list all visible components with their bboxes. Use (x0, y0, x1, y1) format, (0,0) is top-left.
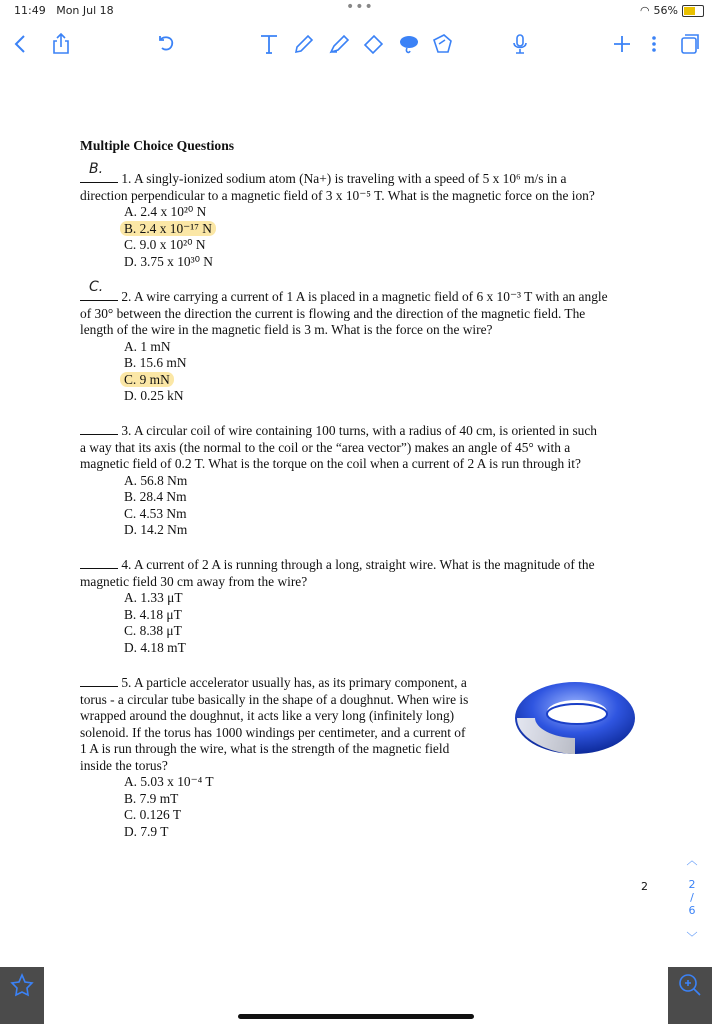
share-icon[interactable] (47, 30, 75, 58)
star-icon (0, 967, 44, 1007)
option: C. 9.0 x 10²⁰ N (124, 237, 206, 252)
favorite-button[interactable] (0, 967, 44, 1024)
add-icon[interactable] (608, 30, 636, 58)
page-navigator (682, 852, 702, 945)
bottom-bar (0, 967, 712, 1024)
option: C. 8.38 μT (124, 623, 182, 638)
option: C. 4.53 Nm (124, 505, 187, 521)
page-down-icon[interactable]: ﹀ (686, 931, 698, 944)
option: D. 0.25 kN (124, 388, 184, 403)
option: C. 0.126 T (124, 807, 182, 822)
option: A. 1 mN (124, 338, 171, 354)
option: B. 7.9 mT (124, 790, 179, 806)
current-page: 2 (688, 878, 696, 891)
option: B. 4.18 μT (124, 606, 182, 622)
lasso-icon[interactable] (395, 30, 423, 58)
highlighted-option: B. 2.4 x 10⁻¹⁷ N (120, 221, 216, 236)
multitask-dots-icon[interactable]: ••• (346, 0, 374, 15)
answer-blank[interactable] (80, 279, 118, 301)
status-bar (0, 0, 712, 22)
option: A. 2.4 x 10²⁰ N (124, 204, 207, 219)
total-pages: 6 (688, 904, 696, 917)
answer-blank[interactable] (80, 674, 118, 687)
answer-blank[interactable] (80, 161, 118, 183)
question-5: 5. A particle accelerator usually has, as its primary component, a torus - a circular tube basically in the shape of a doughnut. When wire is wrapped around the doughnut, it acts like a very long (infinitely long) solenoid. If the torus has 1000 windings per centimeter, and a current of 1 A is run through the wire, what is the strength of the magnetic field inside the torus? A. 5.03 x 10⁻⁴ T B. 7.9 mT C. 0.126 T D. 7.9 T (80, 674, 510, 840)
question-4: 4. A current of 2 A is running through a long, straight wire. What is the magnitude of the magnetic field 30 cm away from the wire? A. 1.33 μT B. 4.18 μT C. 8.38 μT D. 4.18 mT (80, 556, 650, 656)
zoom-in-icon (668, 967, 712, 1007)
home-indicator[interactable] (238, 1014, 474, 1019)
zoom-button[interactable] (668, 967, 712, 1024)
page-up-icon[interactable]: ︿ (686, 854, 698, 867)
handwritten-answer: C. (89, 279, 104, 295)
shapes-icon[interactable] (428, 30, 456, 58)
handwritten-answer: B. (89, 161, 104, 177)
status-time: 11:49 Mon Jul 18 (14, 4, 114, 17)
pen-icon[interactable] (290, 30, 318, 58)
document-page[interactable] (0, 70, 712, 967)
question-2: C. 2. A wire carrying a current of 1 A is placed in a magnetic field of 6 x 10⁻³ T with an angle of 30° between the direction the current is flowing and the direction of the magnetic field. The length of the wire in the magnetic field is 3 m. What is the force on the wire? A. 1 mN B. 15.6 mN C. 9 mN D. 0.25 kN (80, 288, 650, 405)
battery-icon (682, 5, 704, 17)
pages-icon[interactable] (675, 30, 703, 58)
more-icon[interactable] (640, 30, 668, 58)
highlighter-icon[interactable] (325, 30, 353, 58)
option: D. 7.9 T (124, 823, 169, 839)
option: D. 14.2 Nm (124, 522, 188, 537)
question-1: B. 1. A singly-ionized sodium atom (Na+) is traveling with a speed of 5 x 10⁶ m/s in a direction perpendicular to a magnetic field of 3 x 10⁻⁵ T. What is the magnetic force on the ion? A. 2.4 x 10²⁰ N B. 2.4 x 10⁻¹⁷ N C. 9.0 x 10²⁰ N D. 3.75 x 10³⁰ N (80, 170, 650, 270)
page-separator: / (690, 891, 694, 904)
page-title: Multiple Choice Questions (80, 138, 235, 153)
option: D. 3.75 x 10³⁰ N (124, 253, 213, 269)
battery-percent: 56% (653, 4, 678, 17)
option: B. 15.6 mN (124, 355, 187, 370)
status-right (640, 4, 704, 17)
page-number: 2 (641, 880, 648, 893)
option: A. 56.8 Nm (124, 472, 188, 488)
option: A. 5.03 x 10⁻⁴ T (124, 774, 214, 789)
eraser-icon[interactable] (360, 30, 388, 58)
text-tool-icon[interactable] (255, 30, 283, 58)
wifi-icon: ◠ (639, 4, 650, 17)
torus-image (513, 678, 637, 758)
option: B. 28.4 Nm (124, 489, 187, 504)
question-3: 3. A circular coil of wire containing 100 turns, with a radius of 40 cm, is oriented in such a way that its axis (the normal to the coil or the “area vector”) makes an angle of 45° with a magnetic field of 0.2 T. What is the torque on the coil when a current of 2 A is run through it? A. 56.8 Nm B. 28.4 Nm C. 4.53 Nm D. 14.2 Nm (80, 422, 650, 539)
option: D. 4.18 mT (124, 639, 186, 655)
undo-icon[interactable] (152, 30, 180, 58)
option: A. 1.33 μT (124, 590, 183, 605)
answer-blank[interactable] (80, 422, 118, 435)
back-icon[interactable] (7, 30, 35, 58)
mic-icon[interactable] (506, 30, 534, 58)
answer-blank[interactable] (80, 556, 118, 569)
highlighted-option: C. 9 mN (120, 372, 174, 387)
toolbar (0, 22, 712, 68)
